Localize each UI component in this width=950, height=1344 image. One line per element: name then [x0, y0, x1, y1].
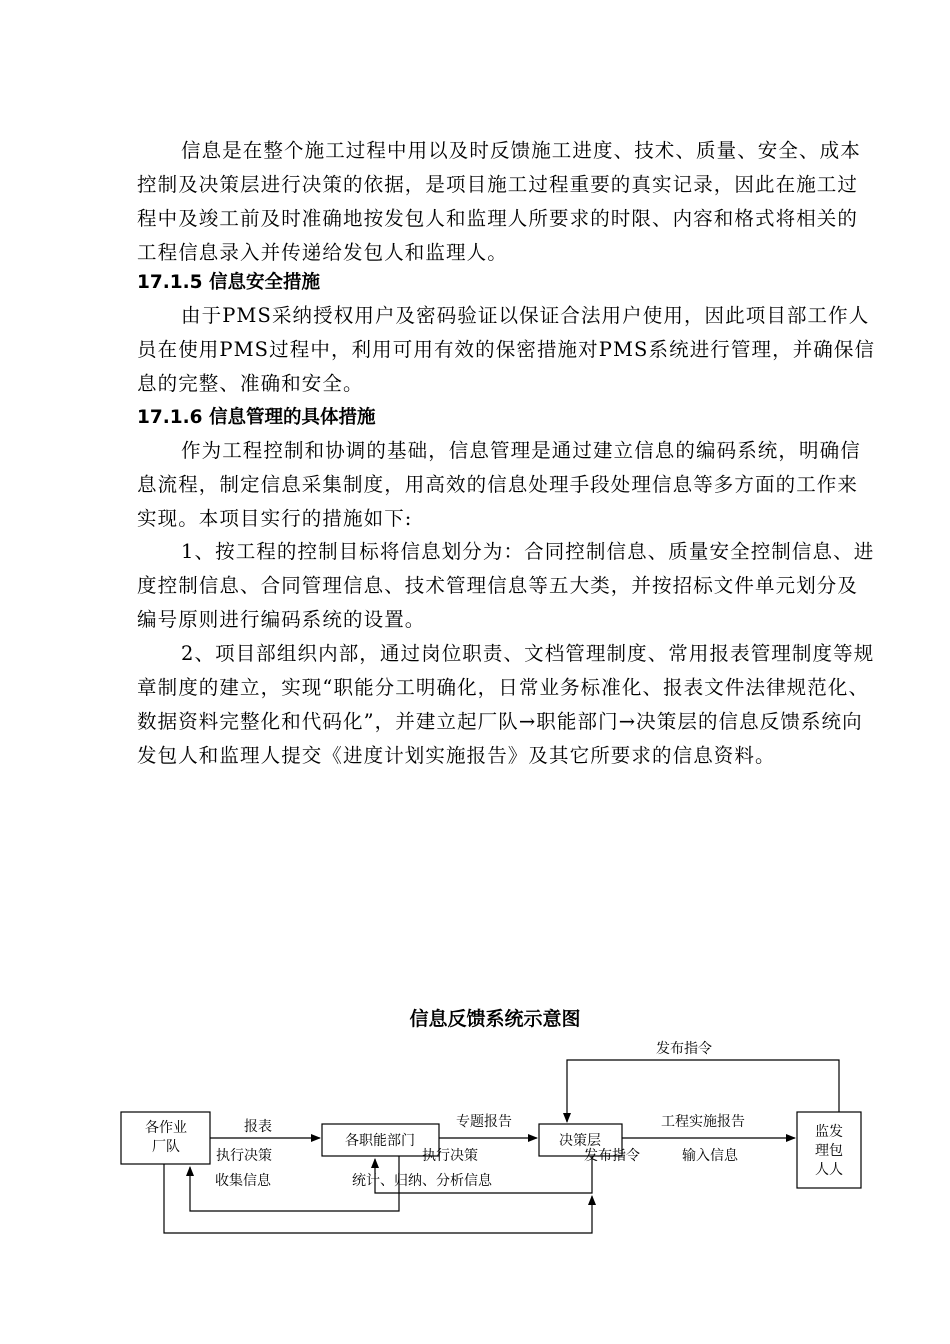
team-box-line1: 各作业 — [145, 1120, 187, 1136]
section-heading-17-1-5: 17.1.5 信息安全措施 — [137, 272, 320, 293]
client-box-line3: 人人 — [815, 1162, 843, 1178]
release-instruction-top-arrow — [567, 1060, 839, 1122]
measure-1-paragraph: 1、按工程的控制目标将信息划分为：合同控制信息、质量安全控制信息、进度控制信息、合同管理信息、技术管理信息等五大类，并按招标文件单元划分及编号原则进行编码系统的设置。 — [137, 540, 875, 631]
measure-2-paragraph: 2、项目部组织内部，通过岗位职责、文档管理制度、常用报表管理制度等规章制度的建立，实现“职能分工明确化，日常业务标准化、报表文件法律规范化、数据资料完整化和代码化”，并建立起厂队→职能部门→决策层的信息反馈系统向发包人和监理人提交《进度计划实施报告》及其它所要求的信息资料。 — [137, 642, 875, 767]
release-instruction-top-label: 发布指令 — [656, 1041, 712, 1057]
report-label: 报表 — [244, 1119, 272, 1135]
diagram-title: 信息反馈系统示意图 — [409, 1008, 581, 1030]
department-box-label: 各职能部门 — [345, 1133, 415, 1149]
section-heading-17-1-6: 17.1.6 信息管理的具体措施 — [137, 407, 376, 428]
team-box-line2: 厂队 — [152, 1139, 180, 1155]
input-info-label: 输入信息 — [682, 1148, 738, 1164]
client-box-line1: 监发 — [815, 1124, 843, 1140]
release-instruction-mid-label: 发布指令 — [584, 1148, 640, 1164]
execute-decision-mid-label: 执行决策 — [422, 1148, 478, 1164]
implementation-report-label: 工程实施报告 — [661, 1114, 745, 1130]
intro-paragraph: 信息是在整个施工过程中用以及时反馈施工进度、技术、质量、安全、成本控制及决策层进行决策的依据，是项目施工过程重要的真实记录，因此在施工过程中及竣工前及时准确地按发包人和监理人所要求的时限、内容和格式将相关的工程信息录入并传递给发包人和监理人。 — [137, 139, 861, 264]
collect-info-label: 收集信息 — [215, 1173, 271, 1189]
statistics-label: 统计、归纳、分析信息 — [352, 1173, 492, 1189]
decision-box-label: 决策层 — [559, 1133, 601, 1149]
client-box-line2: 理包 — [815, 1143, 843, 1159]
special-report-label: 专题报告 — [456, 1114, 512, 1130]
execute-decision-left-label: 执行决策 — [216, 1148, 272, 1164]
measures-intro-paragraph: 作为工程控制和协调的基础，信息管理是通过建立信息的编码系统，明确信息流程，制定信息采集制度，用高效的信息处理手段处理信息等多方面的工作来实现。本项目实行的措施如下: — [137, 439, 861, 530]
security-paragraph: 由于PMS采纳授权用户及密码验证以保证合法用户使用，因此项目部工作人员在使用PMS过程中，利用可用有效的保密措施对PMS系统进行管理，并确保信息的完整、准确和安全。 — [137, 304, 876, 395]
